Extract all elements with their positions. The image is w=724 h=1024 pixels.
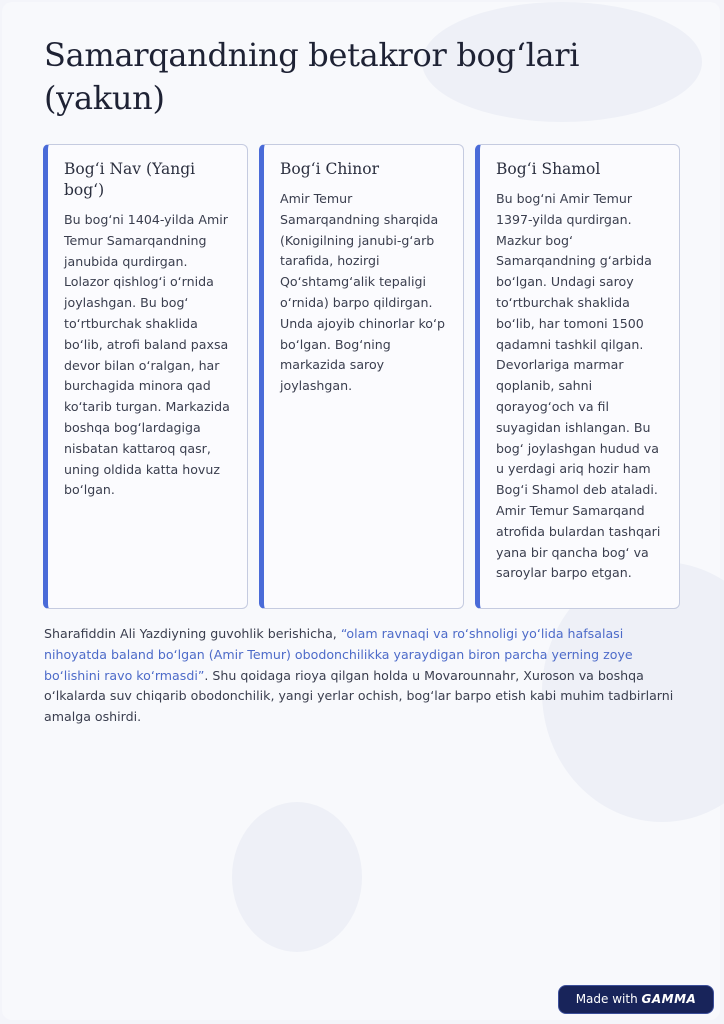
background-shape [232,802,362,952]
card-bogi-chinor [259,144,464,609]
card-body: Bu bog‘ni Amir Temur 1397-yilda qurdirgan. Mazkur bog‘ Samarqandning g‘arbida bo‘lgan. Undagi saroy to‘rtburchak shaklida bo‘lib, har tomoni 1500 qadamni tashkil qilgan. Devorlariga marmar qoplanib, sahni qorayog‘och va fil suyagidan ishlangan. Bu bog‘ joylashgan hudud va u yerdagi ariq hozir ham Bog‘i Shamol deb ataladi. Amir Temur Samarqand atrofida bulardan tashqari yana bir qancha bog‘ va saroylar barpo etgan. [496,191,661,581]
summary-paragraph [44,624,684,728]
card-title: Bog‘i Nav (Yangi bog‘) [64,160,196,199]
card-title: Bog‘i Shamol [496,160,601,178]
gamma-logo: GAMMA [641,992,697,1006]
card-body: Amir Temur Samarqandning sharqida (Konigilning janubi-g‘arb tarafida, hozirgi Qo‘shtamg‘alik tepaligi o‘rnida) barpo qildirgan. Unda ajoyib chinorlar ko‘p bo‘lgan. Bog‘ning markazida saroy joylashgan. [280,191,445,394]
card-bogi-shamol [475,144,680,609]
paragraph-quote: “olam ravnaqi va ro‘shnoligi yo‘lida hafsalasi nihoyatda baland bo‘lgan (Amir Temur) obodonchilikka yaraydigan biron parcha yerning zoye bo‘lishini ravo ko‘rmasdi” [44,626,633,683]
page-title: Samarqandning betakror bog‘lari (yakun) [44,36,580,117]
paragraph-intro: Sharafiddin Ali Yazdiyning guvohlik berishicha, [44,626,341,641]
made-with-gamma-badge[interactable] [558,985,714,1014]
badge-prefix: Made with [575,992,642,1006]
paragraph-rest: . Shu qoidaga rioya qilgan holda u Movarounnahr, Xuroson va boshqa o‘lkalarda suv chiqarib obodonchilik, yangi yerlar ochish, bog‘lar barpo etish kabi muhim tadbirlarni amalga oshirdi. [44,667,674,725]
card-title: Bog‘i Chinor [280,160,379,178]
card-body: Bu bog‘ni 1404-yilda Amir Temur Samarqandning janubida qurdirgan. Lolazor qishlog‘i o‘rnida joylashgan. Bu bog‘ to‘rtburchak shaklida bo‘lib, atrofi baland paxsa devor bilan o‘ralgan, har burchagida minora qad ko‘tarib turgan. Markazida boshqa bog‘lardagiga nisbatan kattaroq qasr, uning oldida katta hovuz bo‘lgan. [64,212,230,498]
card-bogi-nav [43,144,248,609]
